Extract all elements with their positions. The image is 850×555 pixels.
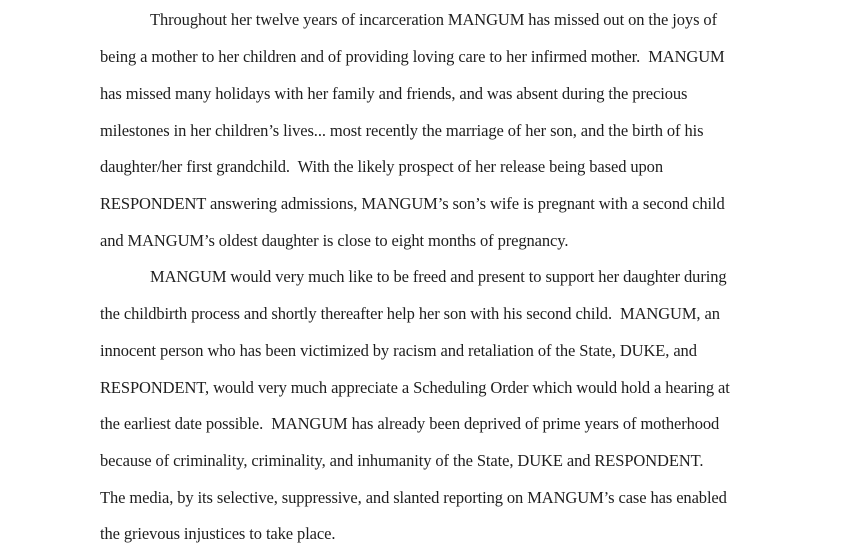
paragraph-2-line-8: the grievous injustices to take place. (100, 524, 336, 543)
paragraph-2-line-6: because of criminality, criminality, and inhumanity of the State, DUKE and RESPONDENT. (100, 451, 704, 470)
paragraph-2-line-1: MANGUM would very much like to be freed and present to support her daughter during (150, 267, 727, 286)
paragraph-1-line-5: daughter/her first grandchild. With the likely prospect of her release being based upon (100, 157, 663, 176)
paragraph-1-line-4: milestones in her children’s lives... most recently the marriage of her son, and the birth of his (100, 121, 704, 140)
paragraph-2-line-7: The media, by its selective, suppressive, and slanted reporting on MANGUM’s case has enabled (100, 488, 727, 507)
paragraph-2-line-2: the childbirth process and shortly thereafter help her son with his second child. MANGUM, an (100, 304, 720, 323)
paragraph-1-line-3: has missed many holidays with her family and friends, and was absent during the precious (100, 84, 688, 103)
paragraph-2-line-3: innocent person who has been victimized by racism and retaliation of the State, DUKE, and (100, 341, 697, 360)
paragraph-1-line-6: RESPONDENT answering admissions, MANGUM’s son’s wife is pregnant with a second child (100, 194, 725, 213)
paragraph-2-line-4: RESPONDENT, would very much appreciate a Scheduling Order which would hold a hearing at (100, 378, 730, 397)
paragraph-1-line-1: Throughout her twelve years of incarceration MANGUM has missed out on the joys of (150, 10, 717, 29)
paragraph-1-line-7: and MANGUM’s oldest daughter is close to eight months of pregnancy. (100, 231, 569, 250)
paragraph-1-line-2: being a mother to her children and of providing loving care to her infirmed mother. MANGUM (100, 47, 725, 66)
paragraph-2-line-5: the earliest date possible. MANGUM has already been deprived of prime years of motherhood (100, 414, 720, 433)
